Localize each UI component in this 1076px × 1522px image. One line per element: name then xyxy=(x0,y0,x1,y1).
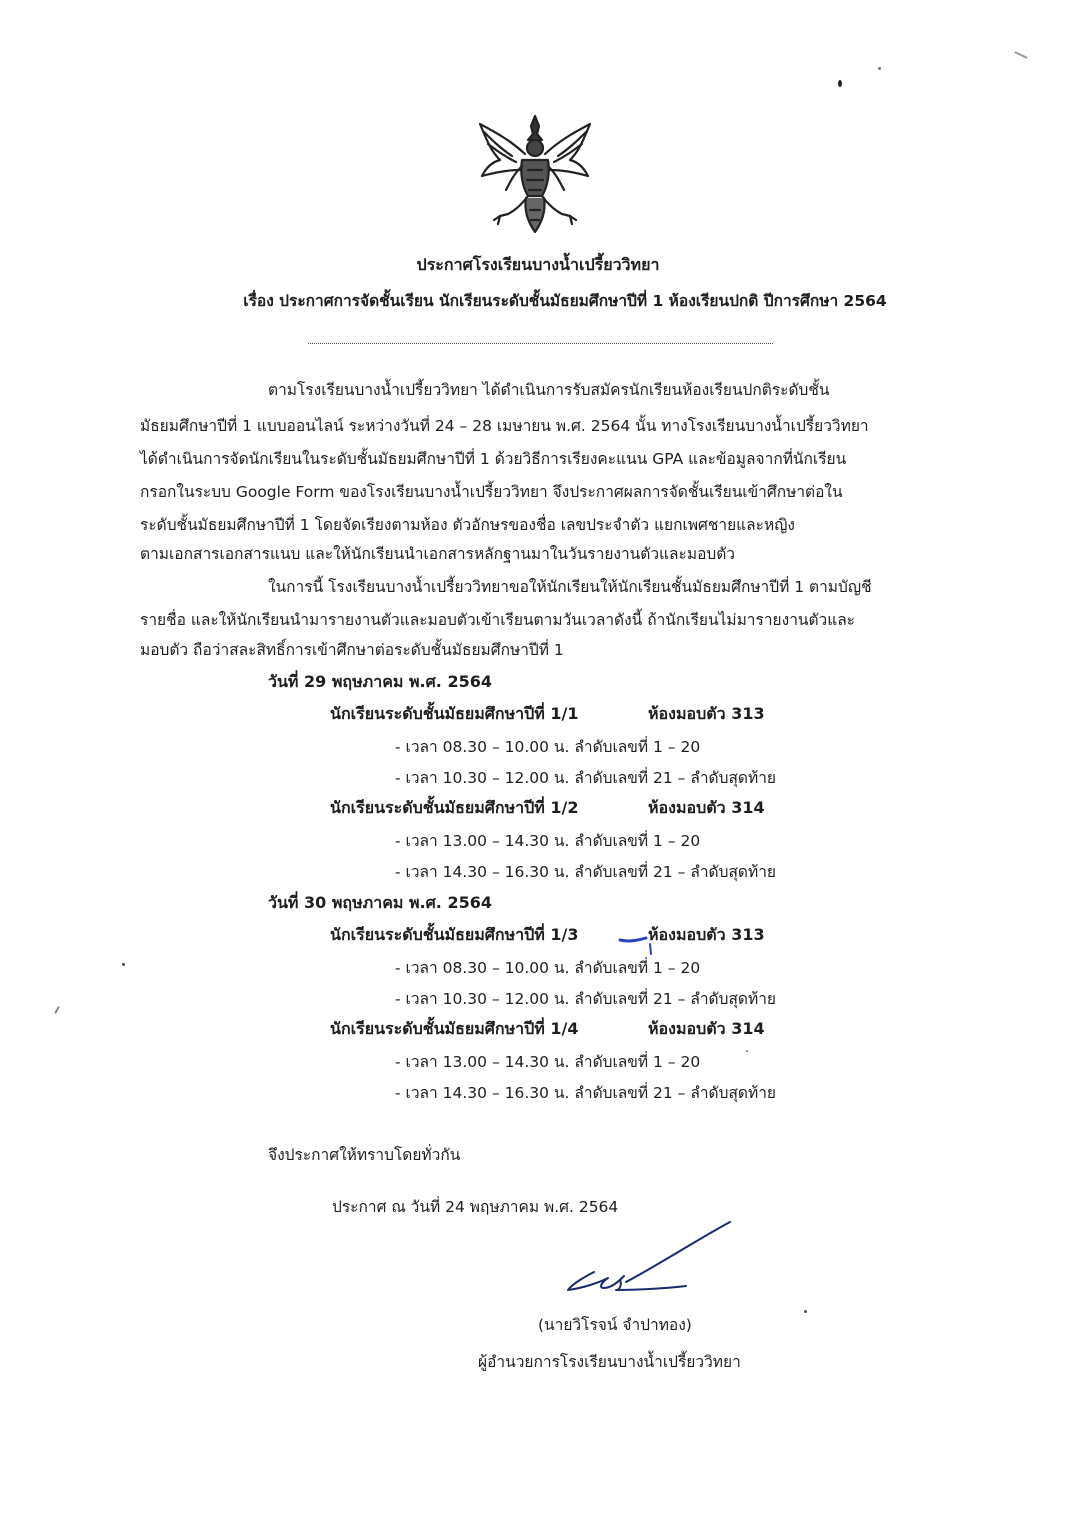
para1-line-1: ตามโรงเรียนบางน้ำเปรี้ยววิทยา ได้ดำเนินการรับสมัครนักเรียนห้องเรียนปกติระดับชั้น xyxy=(268,381,830,399)
para1-line-5: ระดับชั้นมัธยมศึกษาปีที่ 1 โดยจัดเรียงตามห้อง ตัวอักษรของชื่อ เลขประจำตัว แยกเพศชายและหญิง xyxy=(140,516,795,534)
schedule-date: วันที่ 29 พฤษภาคม พ.ศ. 2564 xyxy=(268,672,492,691)
para2-line-1: ในการนี้ โรงเรียนบางน้ำเปรี้ยววิทยาขอให้นักเรียนให้นักเรียนชั้นมัธยมศึกษาปีที่ 1 ตามบัญชี xyxy=(268,578,872,596)
title-divider xyxy=(308,343,773,344)
para2-line-3: มอบตัว ถือว่าสละสิทธิ์การเข้าศึกษาต่อระดับชั้นมัธยมศึกษาปีที่ 1 xyxy=(140,641,564,659)
para2-line-2: รายชื่อ และให้นักเรียนนำมารายงานตัวและมอบตัวเข้าเรียนตามวันเวลาดังนี้ ถ้านักเรียนไม่มารายงานตัวและ xyxy=(140,611,856,629)
para1-line-2: มัธยมศึกษาปีที่ 1 แบบออนไลน์ ระหว่างวันที่ 24 – 28 เมษายน พ.ศ. 2564 นั้น ทางโรงเรียนบางน้ำเปรี้ยววิทยา xyxy=(140,417,869,435)
schedule-time: - เวลา 10.30 – 12.00 น. ลำดับเลขที่ 21 – ลำดับสุดท้าย xyxy=(395,990,776,1008)
closing-notice: จึงประกาศให้ทราบโดยทั่วกัน xyxy=(268,1146,461,1164)
signer-name: (นายวิโรจน์ จำปาทอง) xyxy=(538,1316,692,1334)
schedule-time: - เวลา 13.00 – 14.30 น. ลำดับเลขที่ 1 – 20 xyxy=(395,832,701,850)
schedule-group-name: นักเรียนระดับชั้นมัธยมศึกษาปีที่ 1/4 xyxy=(330,1019,579,1038)
schedule-group-name: นักเรียนระดับชั้นมัธยมศึกษาปีที่ 1/1 xyxy=(330,704,579,723)
schedule-room: ห้องมอบตัว 314 xyxy=(648,798,765,817)
schedule-group-name: นักเรียนระดับชั้นมัธยมศึกษาปีที่ 1/3 xyxy=(330,925,579,944)
schedule-time: - เวลา 13.00 – 14.30 น. ลำดับเลขที่ 1 – 20 xyxy=(395,1053,701,1071)
schedule-group-name: นักเรียนระดับชั้นมัธยมศึกษาปีที่ 1/2 xyxy=(330,798,579,817)
schedule-time: - เวลา 14.30 – 16.30 น. ลำดับเลขที่ 21 – ลำดับสุดท้าย xyxy=(395,1084,776,1102)
scan-speck xyxy=(1014,51,1028,59)
scan-speck xyxy=(122,963,125,966)
schedule-time: - เวลา 08.30 – 10.00 น. ลำดับเลขที่ 1 – 20 xyxy=(395,959,701,977)
schedule-date: วันที่ 30 พฤษภาคม พ.ศ. 2564 xyxy=(268,893,492,912)
scan-speck xyxy=(746,1050,748,1052)
para1-line-3: ได้ดำเนินการจัดนักเรียนในระดับชั้นมัธยมศึกษาปีที่ 1 ด้วยวิธีการเรียงคะแนน GPA และข้อมูลจากที่นักเรียน xyxy=(140,450,847,468)
pen-mark-icon xyxy=(616,928,656,958)
schedule-room: ห้องมอบตัว 313 xyxy=(648,925,765,944)
schedule-time: - เวลา 14.30 – 16.30 น. ลำดับเลขที่ 21 – ลำดับสุดท้าย xyxy=(395,863,776,881)
schedule-time: - เวลา 08.30 – 10.00 น. ลำดับเลขที่ 1 – 20 xyxy=(395,738,701,756)
scan-speck xyxy=(838,80,842,87)
para1-line-4: กรอกในระบบ Google Form ของโรงเรียนบางน้ำเปรี้ยววิทยา จึงประกาศผลการจัดชั้นเรียนเข้าศึกษาต่อใน xyxy=(140,483,843,501)
announcement-subject: เรื่อง ประกาศการจัดชั้นเรียน นักเรียนระดับชั้นมัธยมศึกษาปีที่ 1 ห้องเรียนปกติ ปีการศึกษา 2564 xyxy=(243,292,887,310)
scan-speck xyxy=(804,1310,807,1313)
announcement-title: ประกาศโรงเรียนบางน้ำเปรี้ยววิทยา xyxy=(416,255,660,274)
signer-title: ผู้อำนวยการโรงเรียนบางน้ำเปรี้ยววิทยา xyxy=(478,1353,741,1371)
scan-speck xyxy=(878,67,881,70)
scan-speck xyxy=(54,1006,60,1014)
signature-icon xyxy=(560,1218,740,1298)
announcement-date: ประกาศ ณ วันที่ 24 พฤษภาคม พ.ศ. 2564 xyxy=(332,1198,619,1216)
schedule-room: ห้องมอบตัว 314 xyxy=(648,1019,765,1038)
para1-line-6: ตามเอกสารเอกสารแนบ และให้นักเรียนนำเอกสารหลักฐานมาในวันรายงานตัวและมอบตัว xyxy=(140,545,735,563)
schedule-time: - เวลา 10.30 – 12.00 น. ลำดับเลขที่ 21 – ลำดับสุดท้าย xyxy=(395,769,776,787)
schedule-room: ห้องมอบตัว 313 xyxy=(648,704,765,723)
garuda-emblem-icon xyxy=(470,110,600,240)
